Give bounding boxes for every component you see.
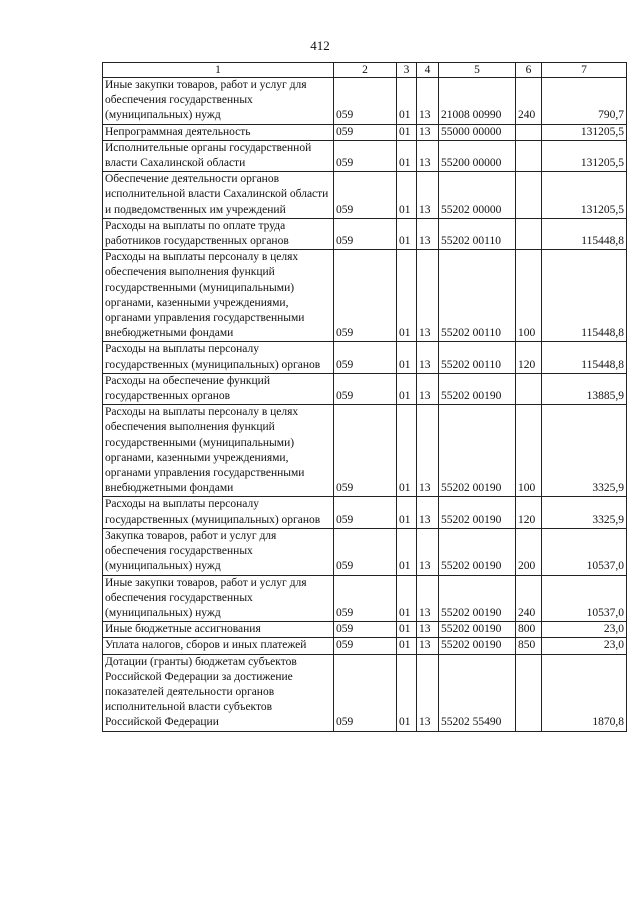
- row-c2: 059: [334, 78, 397, 125]
- row-name: Расходы на выплаты по оплате труда работников государственных органов: [103, 218, 334, 249]
- column-header: 5: [439, 63, 516, 78]
- row-c6: [516, 124, 542, 140]
- row-c2: 059: [334, 622, 397, 638]
- row-c4: 13: [417, 373, 439, 404]
- row-c3: 01: [397, 622, 417, 638]
- row-c3: 01: [397, 140, 417, 171]
- row-c4: 13: [417, 622, 439, 638]
- row-c3: 01: [397, 405, 417, 497]
- row-c5: 55200 00000: [439, 140, 516, 171]
- row-c3: 01: [397, 172, 417, 219]
- row-name: Дотации (гранты) бюджетам субъектов Российской Федерации за достижение показателей деятельности органов исполнительной власти субъектов Российской Федерации: [103, 654, 334, 731]
- row-c2: 059: [334, 172, 397, 219]
- row-c4: 13: [417, 497, 439, 528]
- row-name: Расходы на выплаты персоналу государственных (муниципальных) органов: [103, 497, 334, 528]
- row-c3: 01: [397, 528, 417, 575]
- row-c6: 850: [516, 638, 542, 654]
- table-row: [103, 140, 627, 171]
- row-c5: 55202 00190: [439, 622, 516, 638]
- row-c6: 240: [516, 575, 542, 622]
- row-c4: 13: [417, 638, 439, 654]
- row-c6: 200: [516, 528, 542, 575]
- row-c2: 059: [334, 250, 397, 342]
- column-header: 1: [103, 63, 334, 78]
- row-c7: 10537,0: [542, 528, 627, 575]
- row-c3: 01: [397, 497, 417, 528]
- table-row: [103, 528, 627, 575]
- row-c2: 059: [334, 575, 397, 622]
- table-row: [103, 497, 627, 528]
- row-c6: 100: [516, 250, 542, 342]
- row-c7: 115448,8: [542, 250, 627, 342]
- row-c2: 059: [334, 140, 397, 171]
- table-row: [103, 342, 627, 373]
- row-c2: 059: [334, 218, 397, 249]
- row-c5: 55000 00000: [439, 124, 516, 140]
- row-c2: 059: [334, 342, 397, 373]
- row-c6: [516, 218, 542, 249]
- row-name: Иные закупки товаров, работ и услуг для обеспечения государственных (муниципальных) нужд: [103, 575, 334, 622]
- table-row: [103, 124, 627, 140]
- budget-table: [102, 62, 627, 732]
- row-c7: 115448,8: [542, 218, 627, 249]
- table-row: [103, 638, 627, 654]
- row-c2: 059: [334, 638, 397, 654]
- column-header: 7: [542, 63, 627, 78]
- row-c5: 55202 55490: [439, 654, 516, 731]
- row-name: Закупка товаров, работ и услуг для обеспечения государственных (муниципальных) нужд: [103, 528, 334, 575]
- row-c6: 100: [516, 405, 542, 497]
- row-c6: [516, 140, 542, 171]
- row-c5: 55202 00190: [439, 405, 516, 497]
- row-c5: 55202 00110: [439, 218, 516, 249]
- row-c6: [516, 654, 542, 731]
- row-c7: 131205,5: [542, 124, 627, 140]
- table-row: [103, 373, 627, 404]
- row-c7: 131205,5: [542, 140, 627, 171]
- row-c7: 131205,5: [542, 172, 627, 219]
- row-c6: 120: [516, 497, 542, 528]
- table-header-row: [103, 63, 627, 78]
- row-c5: 55202 00190: [439, 497, 516, 528]
- row-c3: 01: [397, 218, 417, 249]
- row-c4: 13: [417, 528, 439, 575]
- row-c5: 21008 00990: [439, 78, 516, 125]
- row-c2: 059: [334, 373, 397, 404]
- row-c6: [516, 373, 542, 404]
- row-c2: 059: [334, 497, 397, 528]
- row-name: Исполнительные органы государственной власти Сахалинской области: [103, 140, 334, 171]
- row-c7: 790,7: [542, 78, 627, 125]
- row-c3: 01: [397, 638, 417, 654]
- row-c7: 3325,9: [542, 497, 627, 528]
- row-c4: 13: [417, 78, 439, 125]
- row-c4: 13: [417, 250, 439, 342]
- row-c2: 059: [334, 405, 397, 497]
- row-name: Непрограммная деятельность: [103, 124, 334, 140]
- row-c4: 13: [417, 124, 439, 140]
- row-c3: 01: [397, 78, 417, 125]
- row-c3: 01: [397, 654, 417, 731]
- table-row: [103, 405, 627, 497]
- row-c4: 13: [417, 218, 439, 249]
- row-c4: 13: [417, 405, 439, 497]
- column-header: 6: [516, 63, 542, 78]
- row-c5: 55202 00190: [439, 638, 516, 654]
- row-c3: 01: [397, 575, 417, 622]
- row-c7: 10537,0: [542, 575, 627, 622]
- row-c6: 240: [516, 78, 542, 125]
- row-name: Обеспечение деятельности органов исполнительной власти Сахалинской области и подведомственных им учреждений: [103, 172, 334, 219]
- row-c2: 059: [334, 654, 397, 731]
- row-c5: 55202 00000: [439, 172, 516, 219]
- table-row: [103, 622, 627, 638]
- row-c7: 1870,8: [542, 654, 627, 731]
- row-c7: 23,0: [542, 622, 627, 638]
- table-row: [103, 250, 627, 342]
- row-name: Уплата налогов, сборов и иных платежей: [103, 638, 334, 654]
- row-name: Расходы на обеспечение функций государственных органов: [103, 373, 334, 404]
- row-c5: 55202 00110: [439, 342, 516, 373]
- page-number: 412: [310, 38, 330, 53]
- table-row: [103, 172, 627, 219]
- row-c7: 13885,9: [542, 373, 627, 404]
- row-c6: 120: [516, 342, 542, 373]
- table-row: [103, 654, 627, 731]
- row-c3: 01: [397, 373, 417, 404]
- row-c4: 13: [417, 575, 439, 622]
- row-c4: 13: [417, 342, 439, 373]
- row-c3: 01: [397, 250, 417, 342]
- row-name: Расходы на выплаты персоналу в целях обеспечения выполнения функций государственными (муниципальными) органами, казенными учреждениями, органами управления государственными внебюджетными фондами: [103, 250, 334, 342]
- row-c2: 059: [334, 124, 397, 140]
- row-c7: 3325,9: [542, 405, 627, 497]
- row-name: Расходы на выплаты персоналу в целях обеспечения выполнения функций государственными (муниципальными) органами, казенными учреждениями, органами управления государственными внебюджетными фондами: [103, 405, 334, 497]
- column-header: 2: [334, 63, 397, 78]
- row-c4: 13: [417, 172, 439, 219]
- row-name: Иные бюджетные ассигнования: [103, 622, 334, 638]
- row-c6: [516, 172, 542, 219]
- table-row: [103, 575, 627, 622]
- table-row: [103, 218, 627, 249]
- row-c5: 55202 00190: [439, 373, 516, 404]
- row-c4: 13: [417, 140, 439, 171]
- row-c4: 13: [417, 654, 439, 731]
- row-c2: 059: [334, 528, 397, 575]
- row-c7: 23,0: [542, 638, 627, 654]
- column-header: 4: [417, 63, 439, 78]
- row-c3: 01: [397, 342, 417, 373]
- row-c5: 55202 00110: [439, 250, 516, 342]
- table-row: [103, 78, 627, 125]
- row-name: Расходы на выплаты персоналу государственных (муниципальных) органов: [103, 342, 334, 373]
- row-c6: 800: [516, 622, 542, 638]
- column-header: 3: [397, 63, 417, 78]
- row-name: Иные закупки товаров, работ и услуг для обеспечения государственных (муниципальных) нужд: [103, 78, 334, 125]
- row-c7: 115448,8: [542, 342, 627, 373]
- row-c5: 55202 00190: [439, 528, 516, 575]
- row-c3: 01: [397, 124, 417, 140]
- row-c5: 55202 00190: [439, 575, 516, 622]
